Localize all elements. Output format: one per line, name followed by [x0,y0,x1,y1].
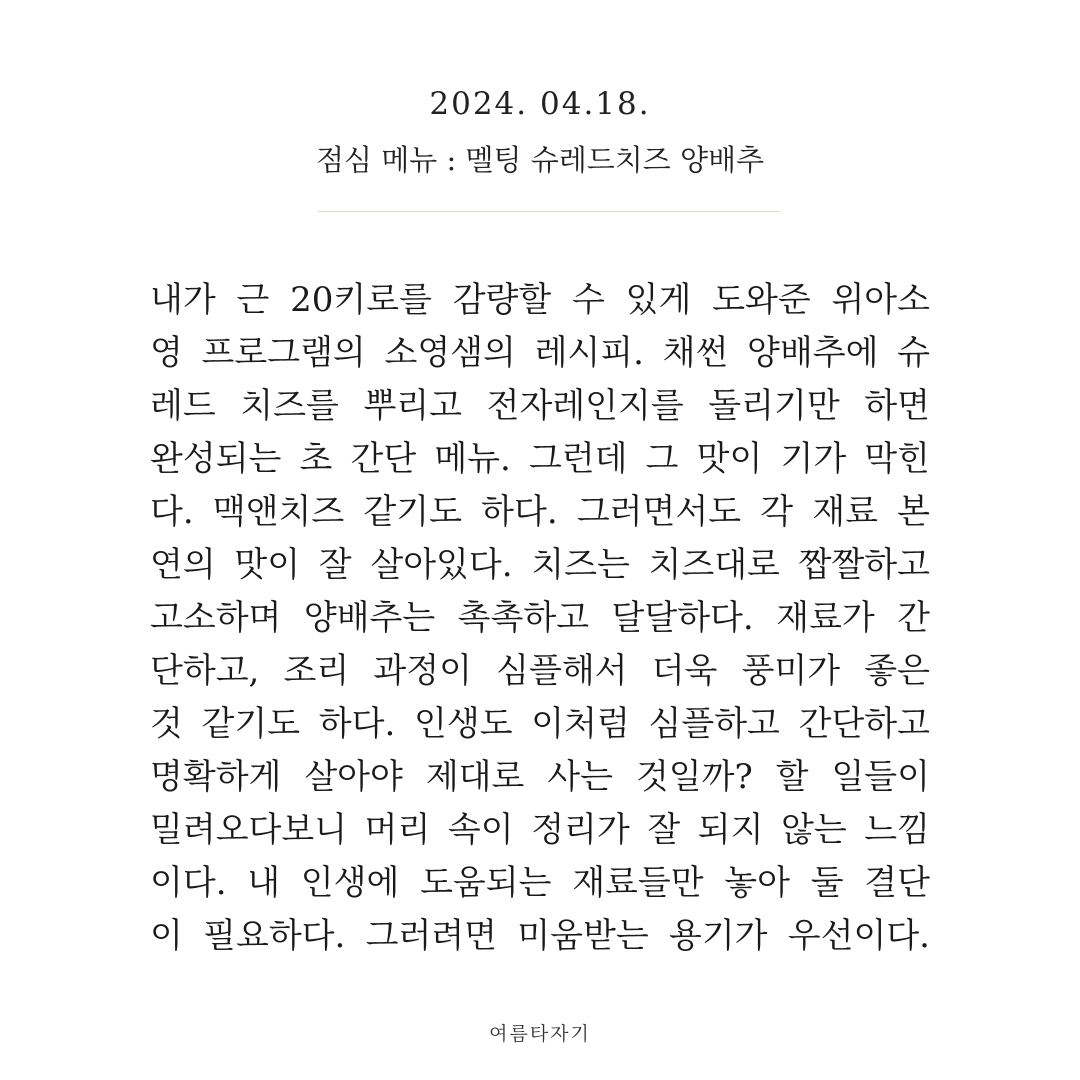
post-header [0,82,1080,180]
author-signature: 여름타자기 [489,1023,591,1045]
body-line-8: 단하고, 조리 과정이 심플해서 더욱 풍미가 좋은 [150,651,930,691]
body-line-6: 연의 맛이 잘 살아있다. 치즈는 치즈대로 짭짤하고 [150,545,930,585]
header-divider [318,211,780,212]
body-line-13: 이 필요하다. 그러려면 미움받는 용기가 우선이다. [150,916,930,956]
body-line-10: 명확하게 살아야 제대로 사는 것일까? 할 일들이 [150,757,930,797]
body-line-2: 영 프로그램의 소영샘의 레시피. 채썬 양배추에 슈 [150,333,930,373]
menu-title: 점심 메뉴 : 멜팅 슈레드치즈 양배추 [315,143,765,177]
body-line-5: 다. 맥앤치즈 같기도 하다. 그러면서도 각 재료 본 [150,492,930,532]
body-line-11: 밀려오다보니 머리 속이 정리가 잘 되지 않는 느낌 [150,810,930,850]
body-line-3: 레드 치즈를 뿌리고 전자레인지를 돌리기만 하면 [150,386,930,426]
journal-body [150,274,930,963]
entry-date: 2024. 04.18. [429,86,651,122]
body-line-9: 것 같기도 하다. 인생도 이처럼 심플하고 간단하고 [150,704,930,744]
body-line-7: 고소하며 양배추는 촉촉하고 달달하다. 재료가 간 [150,598,930,638]
body-line-12: 이다. 내 인생에 도움되는 재료들만 놓아 둘 결단 [150,863,930,903]
body-line-4: 완성되는 초 간단 메뉴. 그런데 그 맛이 기가 막힌 [150,439,930,479]
body-line-1: 내가 근 20키로를 감량할 수 있게 도와준 위아소 [150,280,930,320]
